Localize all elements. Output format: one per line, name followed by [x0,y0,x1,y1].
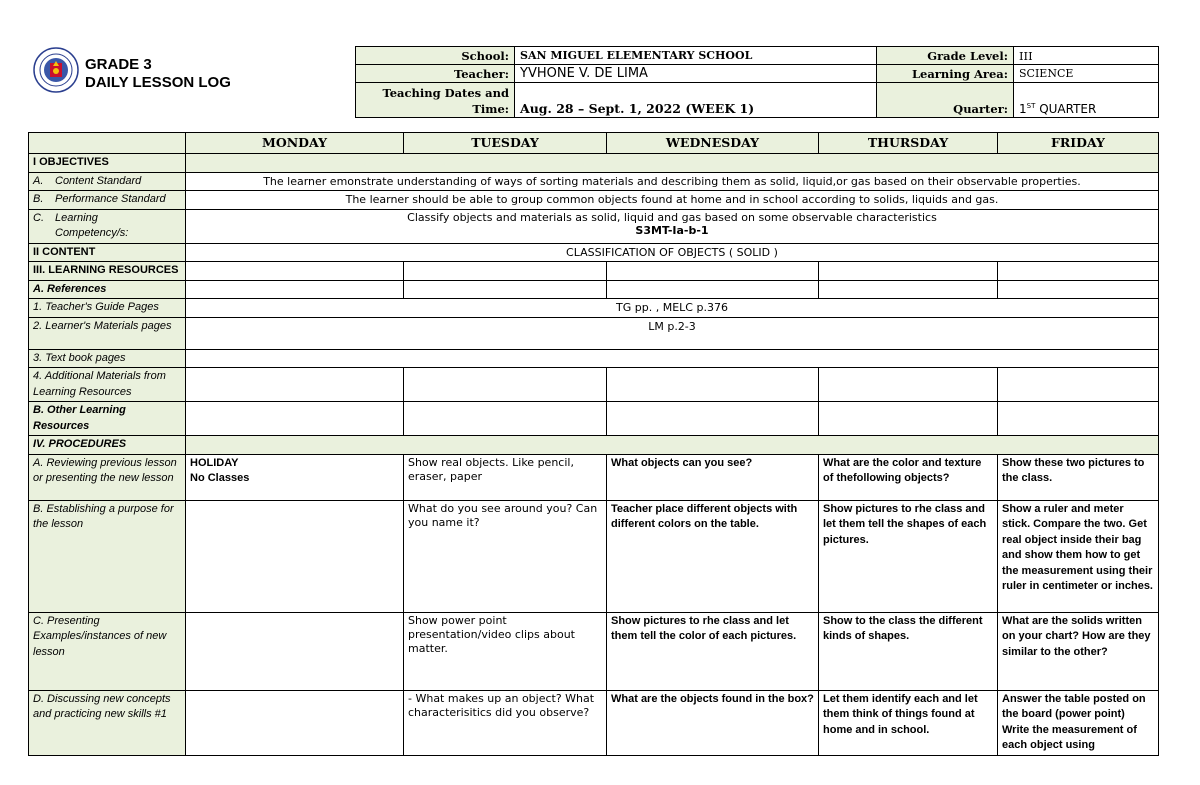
proc-d-thursday: Let them identify each and let them think of things found at home and in school. [819,690,998,755]
no-classes-text: No Classes [190,472,250,484]
ref-thu [819,280,998,299]
proc-b-thursday: Show pictures to rhe class and let them tell the shapes of each pictures. [819,500,998,612]
content-standard-label [29,172,186,191]
day-header-friday: FRIDAY [998,133,1159,154]
proc-a-friday: Show these two pictures to the class. [998,454,1159,500]
quarter-text: QUARTER [1035,102,1097,116]
ref-mon [186,280,404,299]
am-mon [186,368,404,402]
header-info-table [355,46,1159,118]
competency-label [29,209,186,243]
proc-b-monday [186,500,404,612]
quarter-value [1014,83,1159,118]
content-standard-value: The learner emonstrate understanding of ways of sorting materials and describing them as solid, liquid,or gas based on their observable properties. [186,172,1159,191]
ref-tue [404,280,607,299]
quarter-number: 1 [1019,102,1027,116]
proc-b-wednesday: Teacher place different objects with different colors on the table. [607,500,819,612]
teachers-guide-label: 1. Teacher's Guide Pages [29,299,186,318]
proc-b-tuesday: What do you see around you? Can you name it? [404,500,607,612]
proc-a-monday [186,454,404,500]
day-header-monday: MONDAY [186,133,404,154]
title-dll: DAILY LESSON LOG [85,74,231,91]
or-wed [607,402,819,436]
holiday-text: HOLIDAY [190,456,239,469]
proc-d-friday: Answer the table posted on the board (power point) Write the measurement of each object using [998,690,1159,755]
proc-a-tuesday: Show real objects. Like pencil, eraser, paper [404,454,607,500]
learning-area-label: Learning Area: [877,65,1014,83]
day-header-tuesday: TUESDAY [404,133,607,154]
document-title [85,56,231,92]
or-tue [404,402,607,436]
learners-materials-label: 2. Learner's Materials pages [29,317,186,349]
competency-code: S3MT-Ia-b-1 [635,223,709,237]
teaching-dates-label-1: Teaching Dates and [382,85,509,100]
am-wed [607,368,819,402]
other-resources-label: B. Other Learning Resources [29,402,186,436]
competency-label-1: Learning [55,211,98,224]
teacher-value: YVHONE V. DE LIMA [515,65,877,83]
or-fri [998,402,1159,436]
competency-value [186,209,1159,243]
proc-a-label: A. Reviewing previous lesson or presenting the new lesson [29,454,186,500]
corner-cell [29,133,186,154]
objectives-blank [186,154,1159,173]
proc-a-wednesday: What objects can you see? [607,454,819,500]
lr-tue [404,262,607,281]
procedures-blank [186,436,1159,455]
teaching-dates-label-2: Time: [472,101,509,116]
competency-num: C. [33,211,44,224]
am-tue [404,368,607,402]
school-label: School: [356,47,515,65]
performance-standard-label-text: Performance Standard [55,193,166,205]
performance-standard-value: The learner should be able to group common objects found at home and in school according to solids, liquids and gas. [186,191,1159,210]
proc-d-wednesday: What are the objects found in the box? [607,690,819,755]
proc-b-friday: Show a ruler and meter stick. Compare the two. Get real object inside their bag and show them how to get the measurement using their ruler in centimeter or inches. [998,500,1159,612]
objectives-label: I OBJECTIVES [29,154,186,173]
proc-d-label: D. Discussing new concepts and practicing new skills #1 [29,690,186,755]
proc-c-friday: What are the solids written on your chart? How are they similar to the other? [998,612,1159,690]
proc-b-label: B. Establishing a purpose for the lesson [29,500,186,612]
or-mon [186,402,404,436]
teaching-dates-value: Aug. 28 – Sept. 1, 2022 (WEEK 1) [515,83,877,118]
grade-level-value: III [1014,47,1159,65]
textbook-pages-value [186,349,1159,368]
am-thu [819,368,998,402]
day-header-thursday: THURSDAY [819,133,998,154]
performance-standard-num: B. [33,193,44,205]
textbook-pages-label: 3. Text book pages [29,349,186,368]
proc-c-monday [186,612,404,690]
additional-materials-label: 4. Additional Materials from Learning Resources [29,368,186,402]
content-standard-label-text: Content Standard [55,174,142,187]
grade-level-label: Grade Level: [877,47,1014,65]
proc-d-tuesday: - What makes up an object? What characterisitics did you observe? [404,690,607,755]
deped-seal-logo [33,47,79,93]
proc-d-monday [186,690,404,755]
quarter-label: Quarter: [877,83,1014,118]
school-value: SAN MIGUEL ELEMENTARY SCHOOL [515,47,877,65]
learners-materials-value: LM p.2-3 [186,317,1159,349]
performance-standard-label [29,191,186,210]
proc-c-tuesday: Show power point presentation/video clips about matter. [404,612,607,690]
ref-wed [607,280,819,299]
am-fri [998,368,1159,402]
content-label: II CONTENT [29,243,186,262]
proc-c-label: C. Presenting Examples/instances of new lesson [29,612,186,690]
quarter-sup: ST [1026,102,1036,110]
or-thu [819,402,998,436]
learning-area-value: SCIENCE [1014,65,1159,83]
content-standard-num: A. [33,174,44,187]
proc-c-wednesday: Show pictures to rhe class and let them tell the color of each pictures. [607,612,819,690]
teaching-dates-label [356,83,515,118]
teacher-label: Teacher: [356,65,515,83]
content-value: CLASSIFICATION OF OBJECTS ( SOLID ) [186,243,1159,262]
title-grade: GRADE 3 [85,56,152,73]
references-label: A. References [29,280,186,299]
day-header-wednesday: WEDNESDAY [607,133,819,154]
procedures-label: IV. PROCEDURES [29,436,186,455]
ref-fri [998,280,1159,299]
lr-mon [186,262,404,281]
competency-text: Classify objects and materials as solid, liquid and gas based on some observable characteristics [407,210,937,224]
lr-wed [607,262,819,281]
proc-a-thursday: What are the color and texture of thefollowing objects? [819,454,998,500]
teachers-guide-value: TG pp. , MELC p.376 [186,299,1159,318]
lr-fri [998,262,1159,281]
competency-label-2: Competency/s: [55,227,129,239]
proc-c-thursday: Show to the class the different kinds of shapes. [819,612,998,690]
lesson-log-table [28,132,1159,756]
learning-resources-label: III. LEARNING RESOURCES [29,262,186,281]
lr-thu [819,262,998,281]
